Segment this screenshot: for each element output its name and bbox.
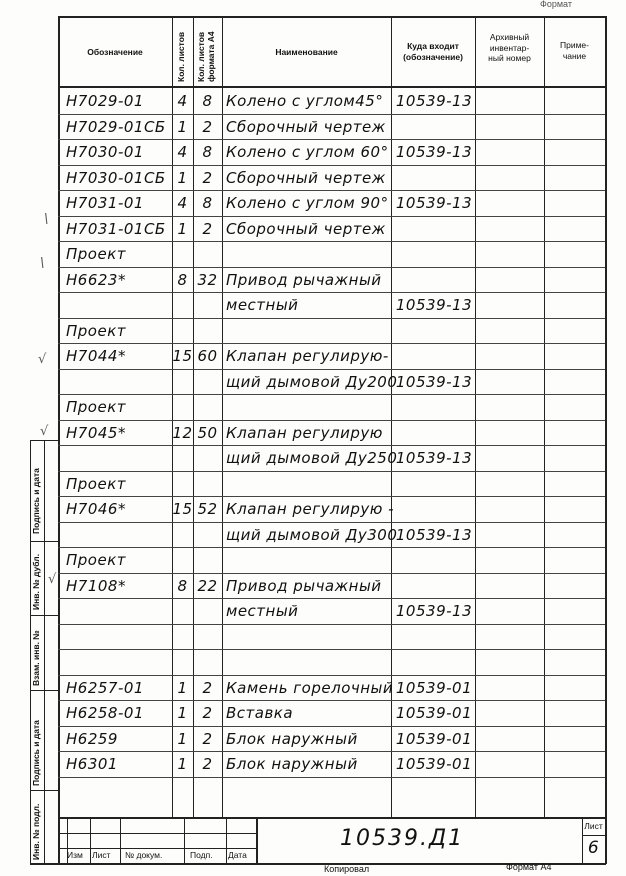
row-where-used: 10539-13: [395, 92, 473, 110]
row-line: [58, 292, 605, 293]
row-a4-count: 8: [202, 194, 213, 212]
row-line: [58, 267, 605, 268]
tb-sheet-sep: [582, 835, 605, 836]
row-line: [58, 394, 605, 395]
row-designation: Проект: [66, 245, 127, 263]
row-a4-count: 8: [202, 143, 213, 161]
row-line: [58, 777, 605, 778]
row-sheet-count: 1: [177, 704, 188, 722]
margin-mark: √: [48, 572, 57, 587]
row-line: [58, 598, 605, 599]
margin-mark: \: [44, 212, 49, 227]
tb-date: Дата: [228, 850, 247, 860]
col-sep-2: [193, 16, 194, 817]
col-sep-3: [222, 16, 223, 817]
row-where-used: 10539-01: [395, 679, 473, 697]
row-designation: Н7029-01СБ: [66, 118, 166, 136]
row-line: [58, 139, 605, 140]
row-line: [58, 522, 605, 523]
row-designation: Н7046*: [66, 500, 126, 518]
row-a4-count: 2: [202, 118, 213, 136]
row-designation: Н7029-01: [66, 92, 144, 110]
tb-col: [90, 817, 91, 863]
row-where-used: 10539-13: [395, 526, 473, 544]
col-sep-5: [475, 16, 476, 817]
row-line: [58, 471, 605, 472]
row-line: [58, 700, 605, 701]
tb-sheet-label: Лист: [584, 821, 603, 831]
row-name: Клапан регулирую -: [226, 500, 395, 518]
side-sep: [30, 615, 58, 616]
tb-col: [184, 817, 185, 863]
row-sheet-count: 1: [177, 118, 188, 136]
row-where-used: 10539-13: [395, 373, 473, 391]
row-where-used: 10539-01: [395, 730, 473, 748]
row-name: местный: [226, 602, 299, 620]
row-line: [58, 114, 605, 115]
side-sign-date-top: Подпись и дата: [31, 468, 41, 534]
row-designation: Н6258-01: [66, 704, 144, 722]
tb-col: [226, 817, 227, 863]
row-line: [58, 420, 605, 421]
row-where-used: 10539-13: [395, 143, 473, 161]
row-a4-count: 32: [197, 271, 218, 289]
tb-change: Изм: [67, 850, 83, 860]
row-line: [58, 496, 605, 497]
row-a4-count: 52: [197, 500, 218, 518]
row-name: Клапан регулирую: [226, 424, 383, 442]
header-separator: [58, 86, 606, 88]
row-name: Колено с углом 60°: [226, 143, 389, 161]
tb-sign: Подп.: [190, 850, 213, 860]
header-note: Приме- чание: [560, 40, 589, 61]
row-designation: Н7044*: [66, 347, 126, 365]
row-sheet-count: 15: [172, 347, 193, 365]
row-line: [58, 445, 605, 446]
row-line: [58, 573, 605, 574]
side-sep: [30, 440, 58, 441]
row-a4-count: 2: [202, 704, 213, 722]
row-line: [58, 751, 605, 752]
tb-col: [120, 817, 121, 863]
frame-left: [58, 16, 60, 864]
row-sheet-count: 1: [177, 730, 188, 748]
row-sheet-count: 4: [177, 143, 188, 161]
row-name: щий дымовой Ду300: [226, 526, 398, 544]
footer-format: Формат А4: [506, 862, 552, 872]
row-designation: Проект: [66, 475, 127, 493]
header-name: Наименование: [275, 47, 338, 57]
row-sheet-count: 12: [172, 424, 193, 442]
row-where-used: 10539-01: [395, 704, 473, 722]
side-sep: [30, 690, 58, 691]
tb-col: [256, 817, 258, 863]
row-sheet-count: 8: [177, 271, 188, 289]
row-designation: Н7030-01: [66, 143, 144, 161]
row-a4-count: 60: [197, 347, 218, 365]
header-sheets-a4: Кол. листов формата А4: [196, 31, 216, 82]
row-line: [58, 165, 605, 166]
row-name: Блок наружный: [226, 730, 358, 748]
side-col-inner: [44, 440, 45, 864]
header-where-used: Куда входит (обозначение): [403, 41, 463, 62]
tb-doc-no: № докум.: [125, 850, 163, 860]
row-name: щий дымовой Ду250: [226, 449, 398, 467]
row-designation: Н7031-01СБ: [66, 220, 166, 238]
row-sheet-count: 4: [177, 194, 188, 212]
row-designation: Н6257-01: [66, 679, 144, 697]
frame-right: [605, 16, 607, 864]
row-a4-count: 2: [202, 730, 213, 748]
row-where-used: 10539-13: [395, 296, 473, 314]
side-inv-dup: Инв. № дубл.: [31, 553, 41, 610]
row-line: [58, 726, 605, 727]
footer-copied: Копировал: [324, 864, 370, 874]
row-a4-count: 2: [202, 220, 213, 238]
row-line: [58, 547, 605, 548]
corner-format-label: Формат: [540, 0, 572, 9]
row-sheet-count: 8: [177, 577, 188, 595]
col-sep-1: [172, 16, 173, 817]
row-a4-count: 8: [202, 92, 213, 110]
tb-doc-number: 10539.Д1: [340, 826, 465, 851]
frame-top: [58, 16, 606, 18]
margin-mark: √: [40, 424, 49, 439]
row-sheet-count: 1: [177, 220, 188, 238]
row-designation: Проект: [66, 398, 127, 416]
row-designation: Проект: [66, 322, 127, 340]
margin-mark: \: [40, 256, 45, 271]
col-sep-6: [544, 16, 545, 817]
row-a4-count: 22: [197, 577, 218, 595]
side-sep: [30, 790, 58, 791]
row-line: [58, 624, 605, 625]
row-designation: Проект: [66, 551, 127, 569]
row-name: Сборочный чертеж: [226, 118, 386, 136]
row-name: Клапан регулирую-: [226, 347, 389, 365]
row-sheet-count: 1: [177, 169, 188, 187]
row-a4-count: 50: [197, 424, 218, 442]
side-sign-date-bottom: Подпись и дата: [31, 720, 41, 786]
row-designation: Н6623*: [66, 271, 126, 289]
row-sheet-count: 4: [177, 92, 188, 110]
header-archive: Архивный инвентар- ный номер: [488, 32, 531, 64]
title-block-top: [58, 817, 606, 819]
row-line: [58, 190, 605, 191]
row-name: Сборочный чертеж: [226, 169, 386, 187]
row-line: [58, 649, 605, 650]
row-name: Сборочный чертеж: [226, 220, 386, 238]
row-name: Привод рычажный: [226, 577, 382, 595]
row-a4-count: 2: [202, 169, 213, 187]
row-line: [58, 241, 605, 242]
row-line: [58, 675, 605, 676]
row-a4-count: 2: [202, 679, 213, 697]
row-designation: Н6301: [66, 755, 118, 773]
tb-sheet: Лист: [92, 850, 111, 860]
header-sheets-count: Кол. листов: [176, 31, 186, 82]
row-designation: Н7031-01: [66, 194, 144, 212]
row-sheet-count: 15: [172, 500, 193, 518]
row-name: Привод рычажный: [226, 271, 382, 289]
row-name: Колено с углом45°: [226, 92, 384, 110]
row-where-used: 10539-13: [395, 602, 473, 620]
row-designation: Н7108*: [66, 577, 126, 595]
margin-mark: √: [38, 352, 47, 367]
row-line: [58, 216, 605, 217]
row-where-used: 10539-13: [395, 449, 473, 467]
side-replace-inv: Взам. инв. №: [31, 630, 41, 686]
row-line: [58, 318, 605, 319]
row-name: Вставка: [226, 704, 294, 722]
row-name: Камень горелочный: [226, 679, 394, 697]
row-name: Блок наружный: [226, 755, 358, 773]
row-line: [58, 369, 605, 370]
row-where-used: 10539-01: [395, 755, 473, 773]
row-sheet-count: 1: [177, 755, 188, 773]
row-designation: Н7030-01СБ: [66, 169, 166, 187]
row-line: [58, 343, 605, 344]
row-name: щий дымовой Ду200: [226, 373, 398, 391]
row-designation: Н6259: [66, 730, 118, 748]
side-inv-orig: Инв. № подл.: [31, 803, 41, 860]
row-name: местный: [226, 296, 299, 314]
tb-sheet-number: 6: [587, 838, 600, 858]
row-sheet-count: 1: [177, 679, 188, 697]
side-sep: [30, 541, 58, 542]
row-designation: Н7045*: [66, 424, 126, 442]
row-name: Колено с углом 90°: [226, 194, 389, 212]
header-designation: Обозначение: [87, 47, 143, 57]
row-a4-count: 2: [202, 755, 213, 773]
row-where-used: 10539-13: [395, 194, 473, 212]
